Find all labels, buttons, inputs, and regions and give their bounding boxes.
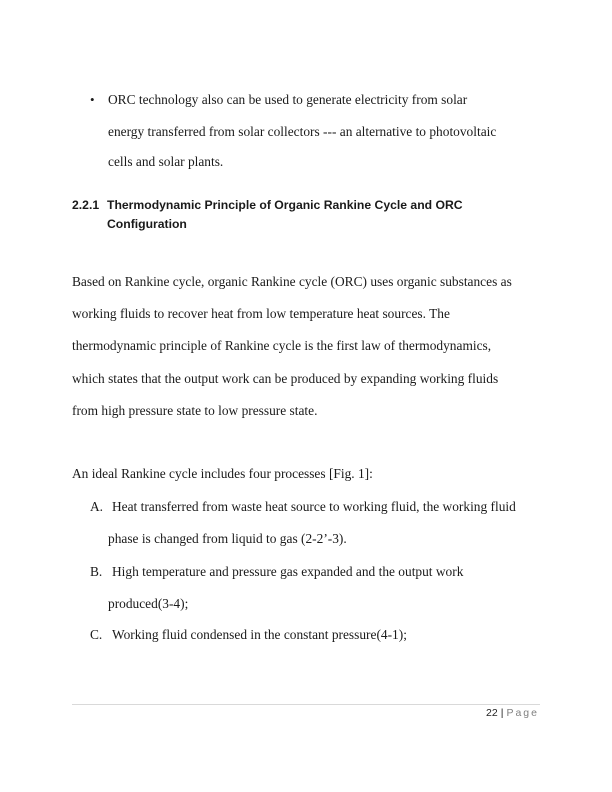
page-footer (486, 708, 539, 719)
list-marker-c: C. (90, 627, 103, 642)
section-number: 2.2.1 (72, 198, 100, 212)
bullet-line-1: ORC technology also can be used to generate electricity from solar (108, 92, 468, 107)
list-item-b-line-1: High temperature and pressure gas expanded and the output work (112, 564, 464, 579)
bullet-icon: • (90, 92, 95, 107)
page-number: 22 (486, 707, 498, 719)
paragraph-line-1: Based on Rankine cycle, organic Rankine cycle (ORC) uses organic substances as (72, 274, 512, 289)
list-item-a-line-2: phase is changed from liquid to gas (2-2’-3). (108, 531, 347, 546)
section-title-line-1: Thermodynamic Principle of Organic Rankine Cycle and ORC (107, 198, 463, 212)
list-marker-b: B. (90, 564, 103, 579)
paragraph-line-3: thermodynamic principle of Rankine cycle is the first law of thermodynamics, (72, 338, 492, 353)
bullet-line-3: cells and solar plants. (108, 154, 224, 169)
page-label: Page (506, 707, 539, 719)
list-intro: An ideal Rankine cycle includes four processes [Fig. 1]: (72, 466, 373, 481)
section-title-line-2: Configuration (107, 217, 187, 231)
bullet-line-2: energy transferred from solar collectors --- an alternative to photovoltaic (108, 124, 497, 139)
paragraph-line-4: which states that the output work can be produced by expanding working fluids (72, 371, 499, 386)
list-item-c-line-1: Working fluid condensed in the constant pressure(4-1); (112, 627, 407, 642)
footer-divider (72, 704, 540, 705)
list-marker-a: A. (90, 499, 104, 514)
footer-separator: | (500, 707, 504, 719)
paragraph-line-5: from high pressure state to low pressure state. (72, 403, 318, 418)
paragraph-line-2: working fluids to recover heat from low temperature heat sources. The (72, 306, 450, 321)
list-item-a-line-1: Heat transferred from waste heat source to working fluid, the working fluid (112, 499, 516, 514)
list-item-b-line-2: produced(3-4); (108, 596, 189, 611)
